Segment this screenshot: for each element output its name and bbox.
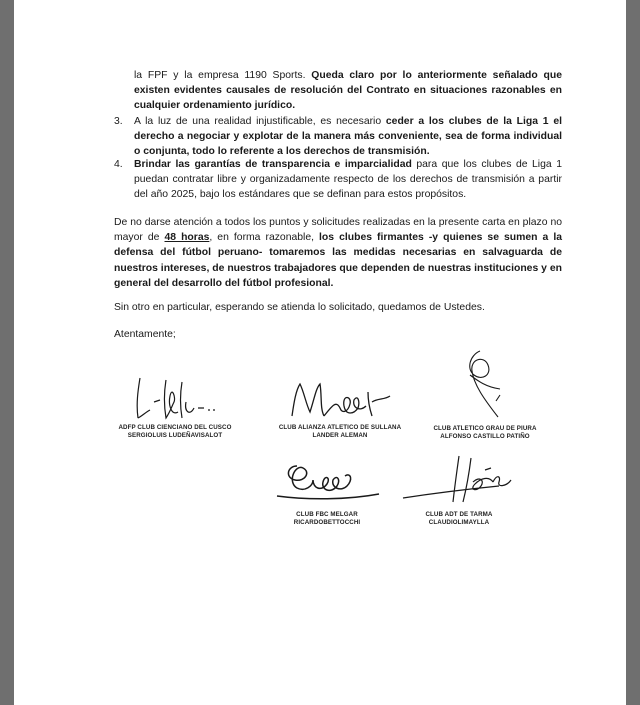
signature-block-grau bbox=[410, 345, 560, 441]
handwritten-signature bbox=[280, 372, 400, 424]
signature-club: CLUB ADT DE TARMA bbox=[425, 511, 493, 518]
item-2-continuation bbox=[134, 68, 562, 114]
handwritten-signature bbox=[389, 446, 529, 511]
signature-person: ALFONSO CASTILLO PATIÑO bbox=[440, 433, 530, 440]
signature-person: LANDER ALEMAN bbox=[312, 432, 368, 439]
signature-club: ADFP CLUB CIENCIANO DEL CUSCO bbox=[118, 424, 232, 431]
item-2-plain: la FPF y la empresa 1190 Sports. bbox=[134, 70, 312, 81]
signature-club: CLUB FBC MELGAR bbox=[296, 511, 358, 518]
item-3-bold: ceder a los clubes de la Liga 1 el derecho a negociar y explotar de la manera más conveniente, sea de forma individual o conjunta, todo lo referente a los derechos de transmisión. bbox=[134, 116, 562, 158]
signature-person: RICARDOBETTOCCHI bbox=[293, 519, 361, 526]
list-item-4 bbox=[114, 157, 562, 203]
signature-club: CLUB ATLETICO GRAU DE PIURA bbox=[433, 425, 537, 432]
signature-block-tarma bbox=[384, 446, 534, 527]
signature-person: CLAUDIOLIMAYLLA bbox=[428, 519, 490, 526]
deadline-hours: 48 horas bbox=[164, 232, 210, 244]
item-3-plain: A la luz de una realidad injustificable, es necesario bbox=[134, 116, 386, 127]
signature-block-melgar bbox=[252, 456, 402, 527]
signature-block-cienciano bbox=[100, 372, 250, 440]
list-item-3 bbox=[114, 114, 562, 160]
ultimatum-paragraph bbox=[114, 215, 562, 291]
signature-block-sullana bbox=[265, 372, 415, 440]
item-4-bold: Brindar las garantías de transparencia e imparcialidad bbox=[134, 159, 412, 170]
item-4-plain: para que los clubes de Liga 1 puedan contratar libre y organizadamente respecto de los derechos de transmisión a partir del año 2025, bajo los estándares que se definan para estos propósitos. bbox=[134, 159, 562, 201]
signature-person: SERGIOLUIS LUDEÑAVISALOT bbox=[127, 432, 223, 439]
signature-club: CLUB ALIANZA ATLETICO DE SULLANA bbox=[278, 424, 402, 431]
list-number-4: 4. bbox=[114, 159, 123, 170]
ultimatum-bold: los clubes firmantes -y quienes se sumen a la defensa del fútbol peruano- tomaremos las medidas necesarias en salvaguarda de nuestros intereses, de nuestros trabajadores que dependen de nuestras instituciones y en general del desarrollo del fútbol profesional. bbox=[114, 232, 562, 289]
document-page bbox=[14, 0, 626, 705]
list-number-3: 3. bbox=[114, 116, 123, 127]
ultimatum-plain-2: , en forma razonable, bbox=[209, 232, 320, 244]
closing-salutation: Atentamente; bbox=[114, 329, 176, 340]
closing-paragraph: Sin otro en particular, esperando se atienda lo solicitado, quedamos de Ustedes. bbox=[114, 302, 485, 313]
handwritten-signature bbox=[267, 456, 387, 511]
ultimatum-plain-1: De no darse atención a todos los puntos y solicitudes realizadas en la presente carta en plazo no mayor de bbox=[114, 217, 562, 244]
item-2-bold: Queda claro por lo anteriormente señalado que existen evidentes causales de resolución del Contrato en situaciones razonables en cualquier ordenamiento jurídico. bbox=[134, 70, 562, 112]
handwritten-signature bbox=[120, 372, 230, 424]
handwritten-signature bbox=[440, 345, 530, 425]
